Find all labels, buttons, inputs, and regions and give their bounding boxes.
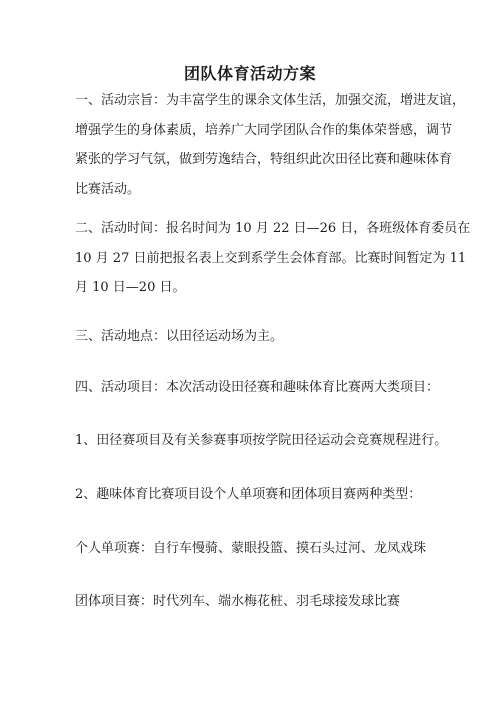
paragraph-line: 2、趣味体育比赛项目设个人单项赛和团体项目赛两种类型： [75, 487, 422, 502]
paragraph-line: 四、活动项目：本次活动设田径赛和趣味体育比赛两大类项目： [75, 380, 440, 395]
paragraph-location [75, 322, 445, 352]
paragraph-line: 1、田径赛项目及有关参赛事项按学院田径运动会竞赛规程进行。 [75, 433, 448, 448]
paragraph-line: 紧张的学习气氛，做到劳逸结合，特组织此次田径比赛和趣味体育 [75, 152, 453, 167]
paragraph-line: 团体项目赛：时代列车、端水梅花桩、羽毛球接发球比赛 [75, 594, 401, 609]
paragraph-line: 增强学生的身体素质，培养广大同学团队合作的集体荣誉感，调节 [75, 122, 453, 138]
document-title: 团队体育活动方案 [183, 64, 316, 83]
paragraph-line: 三、活动地点：以田径运动场为主。 [75, 329, 284, 344]
paragraph-line: 二、活动时间：报名时间为 10 月 22 日—26 日，各班级体育委员在 [75, 221, 471, 236]
paragraph-track-events [75, 426, 448, 456]
paragraph-line: 比赛活动。 [75, 181, 141, 197]
paragraph-fun-events [75, 480, 445, 510]
paragraph-individual-events [75, 534, 445, 564]
paragraph-team-events [75, 587, 445, 617]
paragraph-line: 10 月 27 日前把报名表上交到系学生会体育部。比赛时间暂定为 11 [75, 250, 467, 266]
paragraph-purpose [75, 86, 466, 204]
paragraph-line: 一、活动宗旨：为丰富学生的课余文体生活，加强交流，增进友谊， [75, 93, 466, 108]
paragraph-events [75, 373, 445, 403]
paragraph-line: 月 10 日—20 日。 [75, 280, 186, 295]
paragraph-time [75, 214, 471, 303]
paragraph-line: 个人单项赛：自行车慢骑、蒙眼投篮、摸石头过河、龙凤戏珠 [75, 541, 427, 556]
